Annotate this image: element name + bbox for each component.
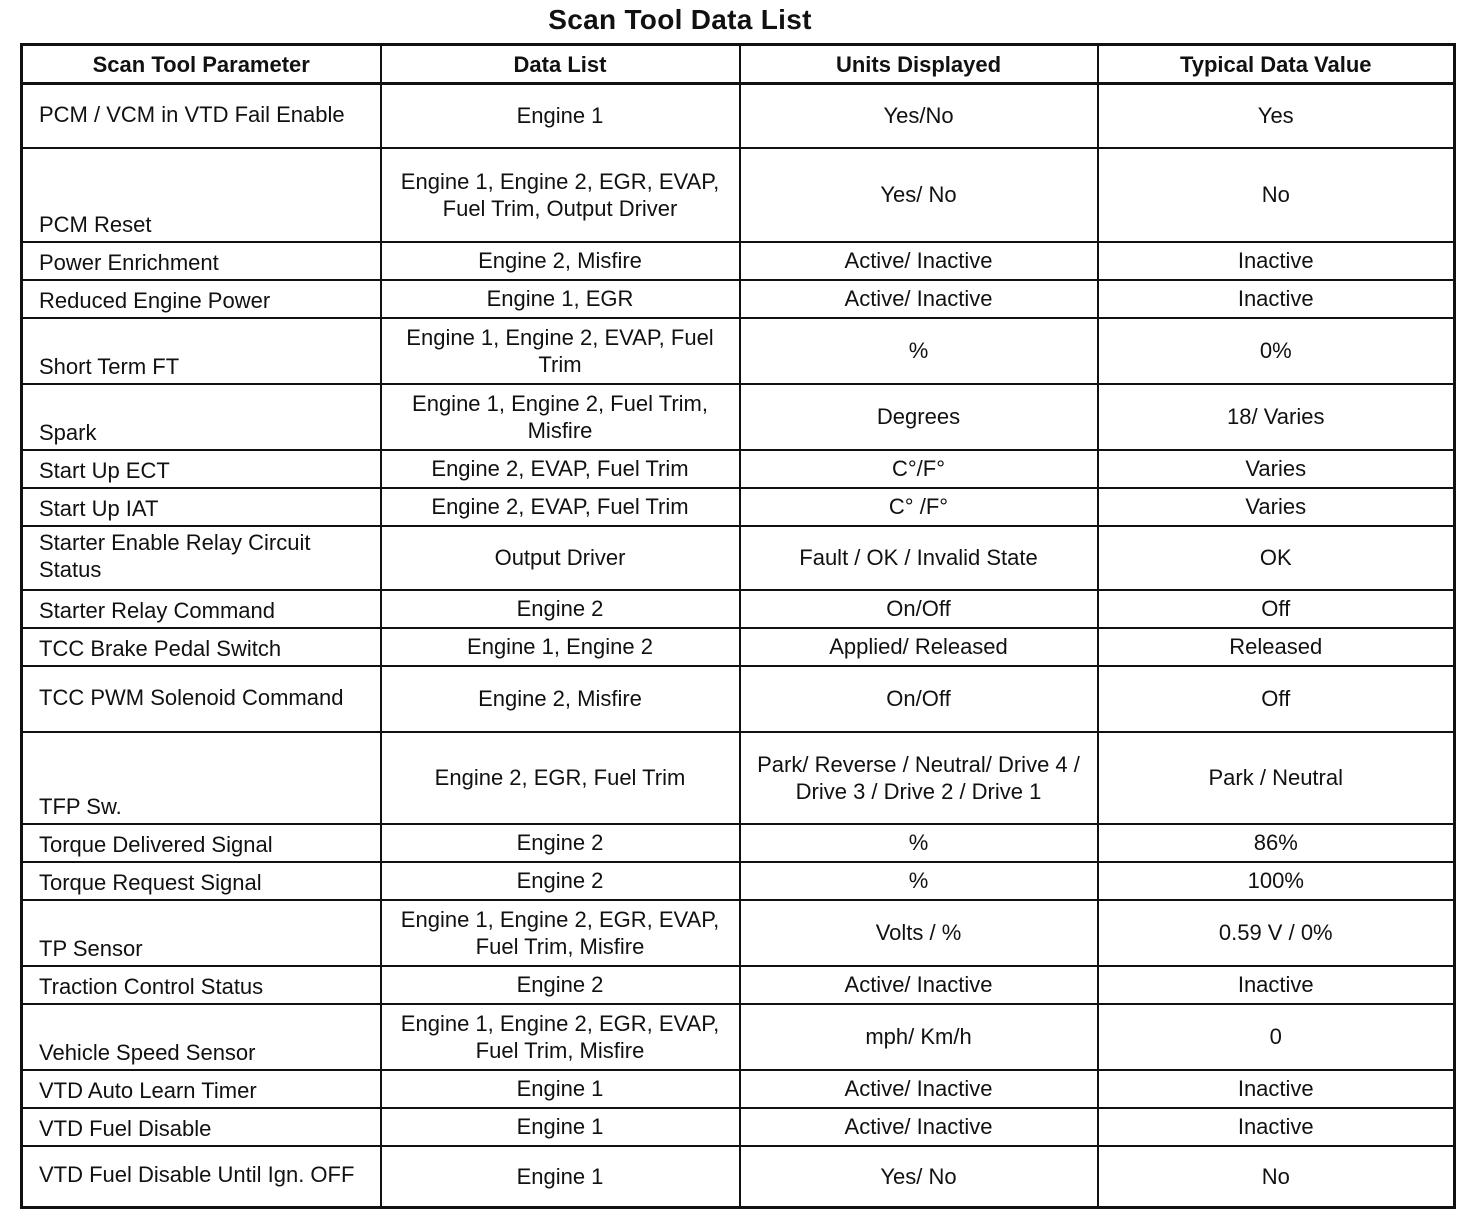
typical-value-cell: Varies — [1098, 488, 1455, 526]
units-cell: Active/ Inactive — [740, 966, 1098, 1004]
header-units-displayed: Units Displayed — [740, 45, 1098, 84]
table-row — [22, 148, 1455, 242]
data-list-cell: Engine 1, Engine 2 — [381, 628, 740, 666]
parameter-cell: Spark — [22, 384, 381, 450]
parameter-cell: Starter Enable Relay Circuit Status — [22, 526, 381, 590]
typical-value-cell: 100% — [1098, 862, 1455, 900]
table-row — [22, 628, 1455, 666]
typical-value-cell: 0% — [1098, 318, 1455, 384]
data-list-cell: Engine 2, EGR, Fuel Trim — [381, 732, 740, 824]
scan-tool-data-table — [20, 43, 1456, 1209]
table-row — [22, 526, 1455, 590]
table-row — [22, 1070, 1455, 1108]
typical-value-cell: Varies — [1098, 450, 1455, 488]
data-list-cell: Engine 2 — [381, 862, 740, 900]
units-cell: Active/ Inactive — [740, 280, 1098, 318]
parameter-cell: VTD Auto Learn Timer — [22, 1070, 381, 1108]
data-list-cell: Engine 2, Misfire — [381, 242, 740, 280]
page-title: Scan Tool Data List — [548, 4, 812, 35]
units-cell: Active/ Inactive — [740, 1108, 1098, 1146]
table-row — [22, 242, 1455, 280]
parameter-cell: Vehicle Speed Sensor — [22, 1004, 381, 1070]
header-scan-tool-parameter: Scan Tool Parameter — [22, 45, 381, 84]
parameter-cell: TCC PWM Solenoid Command — [22, 666, 381, 732]
typical-value-cell: No — [1098, 1146, 1455, 1208]
data-list-cell: Engine 1, Engine 2, EVAP, Fuel Trim — [381, 318, 740, 384]
data-list-cell: Engine 1, EGR — [381, 280, 740, 318]
units-cell: Applied/ Released — [740, 628, 1098, 666]
typical-value-cell: 0 — [1098, 1004, 1455, 1070]
table-row — [22, 590, 1455, 628]
parameter-cell: Start Up IAT — [22, 488, 381, 526]
parameter-cell: TFP Sw. — [22, 732, 381, 824]
table-row — [22, 732, 1455, 824]
typical-value-cell: 86% — [1098, 824, 1455, 862]
data-list-cell: Output Driver — [381, 526, 740, 590]
data-list-cell: Engine 1, Engine 2, EGR, EVAP, Fuel Trim, Misfire — [381, 1004, 740, 1070]
parameter-cell: PCM Reset — [22, 148, 381, 242]
data-list-cell: Engine 1 — [381, 1146, 740, 1208]
parameter-cell: Short Term FT — [22, 318, 381, 384]
table-row — [22, 966, 1455, 1004]
typical-value-cell: Inactive — [1098, 280, 1455, 318]
table-row — [22, 450, 1455, 488]
parameter-cell: Traction Control Status — [22, 966, 381, 1004]
units-cell: Active/ Inactive — [740, 242, 1098, 280]
header-data-list: Data List — [381, 45, 740, 84]
table-row — [22, 824, 1455, 862]
typical-value-cell: Yes — [1098, 84, 1455, 148]
table-row — [22, 488, 1455, 526]
table-row — [22, 1004, 1455, 1070]
parameter-cell: Power Enrichment — [22, 242, 381, 280]
typical-value-cell: Off — [1098, 666, 1455, 732]
units-cell: % — [740, 318, 1098, 384]
units-cell: C°/F° — [740, 450, 1098, 488]
parameter-cell: Starter Relay Command — [22, 590, 381, 628]
parameter-cell: Torque Delivered Signal — [22, 824, 381, 862]
parameter-cell: TCC Brake Pedal Switch — [22, 628, 381, 666]
data-list-cell: Engine 2, EVAP, Fuel Trim — [381, 450, 740, 488]
header-typical-data-value: Typical Data Value — [1098, 45, 1455, 84]
data-list-cell: Engine 2, EVAP, Fuel Trim — [381, 488, 740, 526]
table-row — [22, 84, 1455, 148]
units-cell: On/Off — [740, 666, 1098, 732]
table-row — [22, 384, 1455, 450]
typical-value-cell: 0.59 V / 0% — [1098, 900, 1455, 966]
typical-value-cell: Off — [1098, 590, 1455, 628]
typical-value-cell: No — [1098, 148, 1455, 242]
data-list-cell: Engine 1 — [381, 1070, 740, 1108]
parameter-cell: PCM / VCM in VTD Fail Enable — [22, 84, 381, 148]
units-cell: Yes/ No — [740, 1146, 1098, 1208]
table-row — [22, 900, 1455, 966]
data-list-cell: Engine 2, Misfire — [381, 666, 740, 732]
table-row — [22, 666, 1455, 732]
data-list-cell: Engine 2 — [381, 824, 740, 862]
typical-value-cell: Inactive — [1098, 966, 1455, 1004]
units-cell: Degrees — [740, 384, 1098, 450]
parameter-cell: VTD Fuel Disable Until Ign. OFF — [22, 1146, 381, 1208]
table-row — [22, 318, 1455, 384]
units-cell: Volts / % — [740, 900, 1098, 966]
units-cell: On/Off — [740, 590, 1098, 628]
typical-value-cell: 18/ Varies — [1098, 384, 1455, 450]
typical-value-cell: Park / Neutral — [1098, 732, 1455, 824]
typical-value-cell: Inactive — [1098, 242, 1455, 280]
typical-value-cell: OK — [1098, 526, 1455, 590]
parameter-cell: VTD Fuel Disable — [22, 1108, 381, 1146]
data-list-cell: Engine 1 — [381, 84, 740, 148]
units-cell: Active/ Inactive — [740, 1070, 1098, 1108]
units-cell: Yes/ No — [740, 148, 1098, 242]
typical-value-cell: Released — [1098, 628, 1455, 666]
data-list-cell: Engine 1 — [381, 1108, 740, 1146]
data-list-cell: Engine 1, Engine 2, EGR, EVAP, Fuel Trim, Output Driver — [381, 148, 740, 242]
parameter-cell: Torque Request Signal — [22, 862, 381, 900]
parameter-cell: Reduced Engine Power — [22, 280, 381, 318]
units-cell: Fault / OK / Invalid State — [740, 526, 1098, 590]
parameter-cell: TP Sensor — [22, 900, 381, 966]
parameter-cell: Start Up ECT — [22, 450, 381, 488]
typical-value-cell: Inactive — [1098, 1108, 1455, 1146]
units-cell: Yes/No — [740, 84, 1098, 148]
data-list-cell: Engine 2 — [381, 966, 740, 1004]
units-cell: % — [740, 862, 1098, 900]
data-list-cell: Engine 1, Engine 2, Fuel Trim, Misfire — [381, 384, 740, 450]
units-cell: C° /F° — [740, 488, 1098, 526]
data-list-cell: Engine 2 — [381, 590, 740, 628]
table-row — [22, 1108, 1455, 1146]
table-row — [22, 1146, 1455, 1208]
table-row — [22, 862, 1455, 900]
data-list-cell: Engine 1, Engine 2, EGR, EVAP, Fuel Trim, Misfire — [381, 900, 740, 966]
table-header-row — [22, 45, 1455, 84]
units-cell: Park/ Reverse / Neutral/ Drive 4 / Drive 3 / Drive 2 / Drive 1 — [740, 732, 1098, 824]
units-cell: % — [740, 824, 1098, 862]
units-cell: mph/ Km/h — [740, 1004, 1098, 1070]
table-row — [22, 280, 1455, 318]
typical-value-cell: Inactive — [1098, 1070, 1455, 1108]
